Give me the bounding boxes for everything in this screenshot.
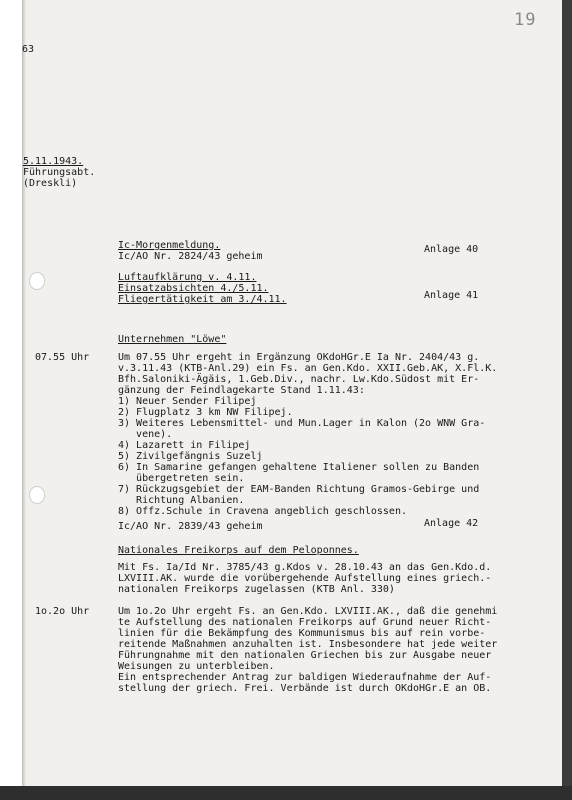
para3-line-6: Weisungen zu unterbleiben. — [118, 661, 275, 672]
list-item: vene). — [118, 429, 173, 440]
para2-line-2: LXVIII.AK. wurde die vorübergehende Aufstellung eines griech.- — [118, 573, 492, 584]
annex-40: Anlage 40 — [424, 244, 479, 255]
list-item: 4) Lazarett in Filipej — [118, 440, 251, 451]
date-line: 5.11.1943. — [23, 156, 84, 167]
freikorps-title: Nationales Freikorps auf dem Peloponnes. — [118, 545, 359, 556]
list-item: 3) Weiteres Lebensmittel- und Mun.Lager in Kalon (2o WNW Gra- — [118, 418, 486, 429]
page-mark: 63 — [22, 44, 35, 55]
mission-plans-line: Einsatzabsichten 4./5.11. — [118, 283, 269, 294]
folio-number: 19 — [514, 10, 537, 30]
punch-hole-bottom — [29, 486, 45, 504]
list-item: 7) Rückzugsgebiet der EAM-Banden Richtung Gramos-Gebirge und — [118, 484, 480, 495]
para2-line-3: nationalen Freikorps zugelassen (KTB Anl. 330) — [118, 584, 395, 595]
ic-morning-report-title: Ic-Morgenmeldung. — [118, 240, 221, 251]
list-item: übergetreten sein. — [118, 473, 245, 484]
list-item: 2) Flugplatz 3 km NW Filipej. — [118, 407, 293, 418]
list-item: 1) Neuer Sender Filipej — [118, 396, 257, 407]
para3-line-4: reitende Maßnahmen anzuhalten ist. Insbesondere hat jede weiter — [118, 639, 498, 650]
list-item: 5) Zivilgefängnis Suzelj — [118, 451, 263, 462]
air-activity-line: Fliegertätigkeit am 3./4.11. — [118, 294, 287, 305]
scan-right-border — [562, 0, 572, 800]
para3-line-1: Um 1o.2o Uhr ergeht Fs. an Gen.Kdo. LXVIII.AK., daß die genehmi — [118, 606, 498, 617]
time-0755: 07.55 Uhr — [35, 352, 90, 363]
air-recon-line: Luftaufklärung v. 4.11. — [118, 272, 257, 283]
para3-line-8: stellung der griech. Frei. Verbände ist durch OKdoHGr.E an OB. — [118, 683, 492, 694]
binder-margin — [0, 0, 23, 800]
location-line: (Dreskli) — [23, 178, 78, 189]
annex-41: Anlage 41 — [424, 290, 479, 301]
para3-line-2: te Aufstellung des nationalen Freikorps auf Grund neuer Richt- — [118, 617, 492, 628]
para1-line-4: gänzung der Feindlagekarte Stand 1.11.43: — [118, 385, 365, 396]
para2-line-1: Mit Fs. Ia/Id Nr. 3785/43 g.Kdos v. 28.10.43 an das Gen.Kdo.d. — [118, 562, 492, 573]
time-1020: 1o.2o Uhr — [35, 606, 90, 617]
list-item: 8) Offz.Schule in Cravena angeblich geschlossen. — [118, 506, 407, 517]
para3-line-5: Führungnahme mit den nationalen Griechen bis zur Ausgabe neuer — [118, 650, 492, 661]
punch-hole-top — [29, 272, 45, 290]
para1-line-1: Um 07.55 Uhr ergeht in Ergänzung OKdoHGr.E Ia Nr. 2404/43 g. — [118, 352, 480, 363]
para1-line-2: v.3.11.43 (KTB-Anl.29) ein Fs. an Gen.Kdo. XXII.Geb.AK, X.Fl.K. — [118, 363, 498, 374]
scan-bottom-border — [0, 786, 572, 800]
ic-ao-2839-ref: Ic/AO Nr. 2839/43 geheim — [118, 521, 263, 532]
para3-line-3: linien für die Bekämpfung des Kommunismus bis auf rein vorbe- — [118, 628, 486, 639]
list-item: Richtung Albanien. — [118, 495, 245, 506]
operation-loewe-title: Unternehmen "Löwe" — [118, 334, 227, 345]
para1-line-3: Bfh.Saloniki-Ägäis, 1.Geb.Div., nachr. Lw.Kdo.Südost mit Er- — [118, 374, 480, 385]
para3-line-7: Ein entsprechender Antrag zur baldigen Wiederaufnahme der Auf- — [118, 672, 492, 683]
ic-morning-report-ref: Ic/AO Nr. 2824/43 geheim — [118, 251, 263, 262]
annex-42: Anlage 42 — [424, 518, 479, 529]
department-line: Führungsabt. — [23, 167, 96, 178]
binder-shadow — [22, 0, 26, 800]
list-item: 6) In Samarine gefangen gehaltene Italiener sollen zu Banden — [118, 462, 480, 473]
